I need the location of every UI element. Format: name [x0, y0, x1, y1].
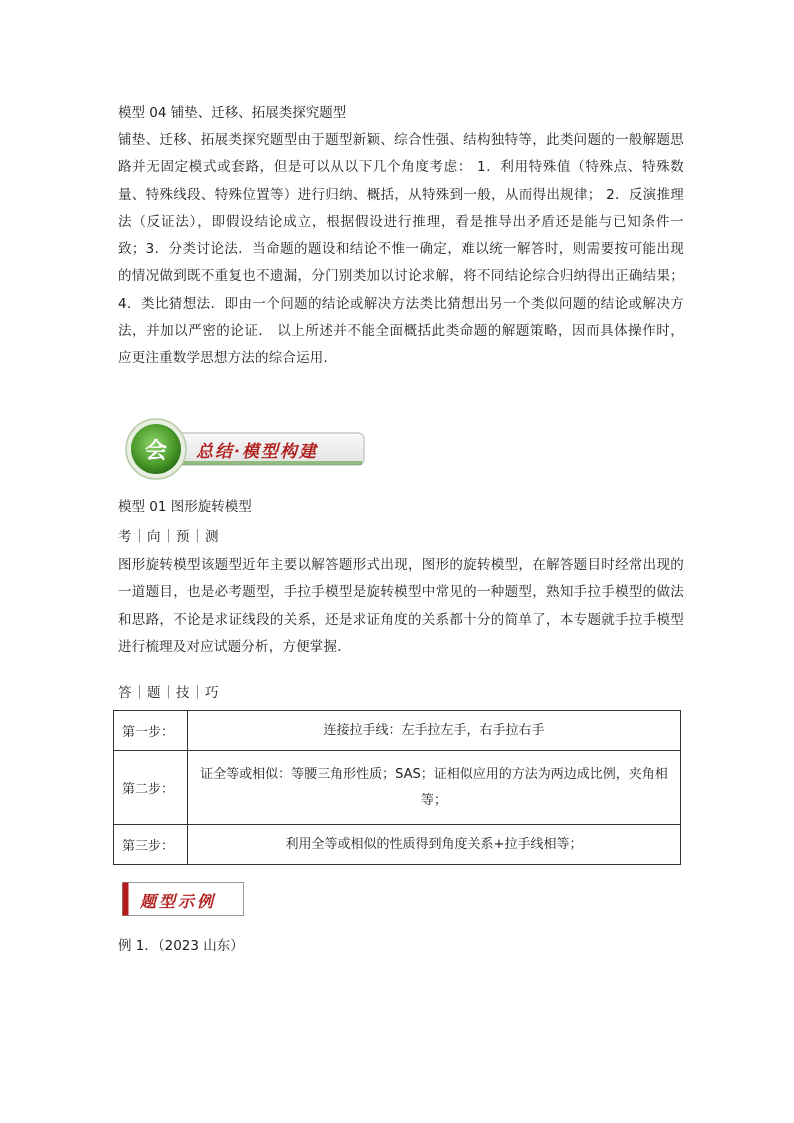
step-text: 证全等或相似：等腰三角形性质；SAS；证相似应用的方法为两边成比例，夹角相等；: [188, 751, 681, 825]
steps-table: [113, 710, 681, 865]
table-row: [114, 825, 681, 865]
example-type-banner: [122, 882, 244, 916]
answer-skill-label: 答｜题｜技｜巧: [118, 685, 220, 701]
example-1-line: 例 1．（2023 山东）: [118, 938, 244, 954]
section-heading-model-04: 模型 04 铺垫、迁移、拓展类探究题型: [118, 105, 347, 121]
example-banner-title: 题型示例: [140, 892, 217, 911]
table-row: [114, 711, 681, 751]
step-label: 第三步：: [114, 825, 188, 865]
step-label: 第二步：: [114, 751, 188, 825]
summary-banner-title: 总结·模型构建: [196, 442, 318, 462]
prediction-paragraph: 图形旋转模型该题型近年主要以解答题形式出现，图形的旋转模型，在解答题目时经常出现的一道题目，也是必考题型，手拉手模型是旋转模型中常见的一种题型，熟知手拉手模型的做法和思路，不论是求证线段的关系，还是求证角度的关系都十分的简单了，本专题就手拉手模型进行梳理及对应试题分析，方便掌握．: [118, 557, 684, 655]
step-text: 利用全等或相似的性质得到角度关系+拉手线相等；: [188, 825, 681, 865]
summary-model-banner: [122, 417, 368, 481]
model-heading-01: 模型 01 图形旋转模型: [118, 499, 252, 515]
exam-prediction-label: 考｜向｜预｜测: [118, 529, 220, 545]
table-row: [114, 751, 681, 825]
summary-badge-label: 会: [144, 438, 167, 464]
step-label: 第一步：: [114, 711, 188, 751]
step-text: 连接拉手线：左手拉左手，右手拉右手: [188, 711, 681, 751]
intro-paragraph: 铺垫、迁移、拓展类探究题型由于题型新颖、综合性强、结构独特等，此类问题的一般解题思路并无固定模式或套路，但是可以从以下几个角度考虑： 1．利用特殊值（特殊点、特殊数量、特殊线段、特殊位置等）进行归纳、概括，从特殊到一般，从而得出规律； 2．反演推理法（反证法），即假设结论成立，根据假设进行推理，看是推导出矛盾还是能与已知条件一致；3．分类讨论法．当命题的题设和结论不惟一确定，难以统一解答时，则需要按可能出现的情况做到既不重复也不遗漏，分门别类加以讨论求解，将不同结论综合归纳得出正确结果；4．类比猜想法．即由一个问题的结论或解决方法类比猜想出另一个类似问题的结论或解决方法，并加以严密的论证． 以上所述并不能全面概括此类命题的解题策略，因而具体操作时，应更注重数学思想方法的综合运用．: [118, 132, 684, 367]
